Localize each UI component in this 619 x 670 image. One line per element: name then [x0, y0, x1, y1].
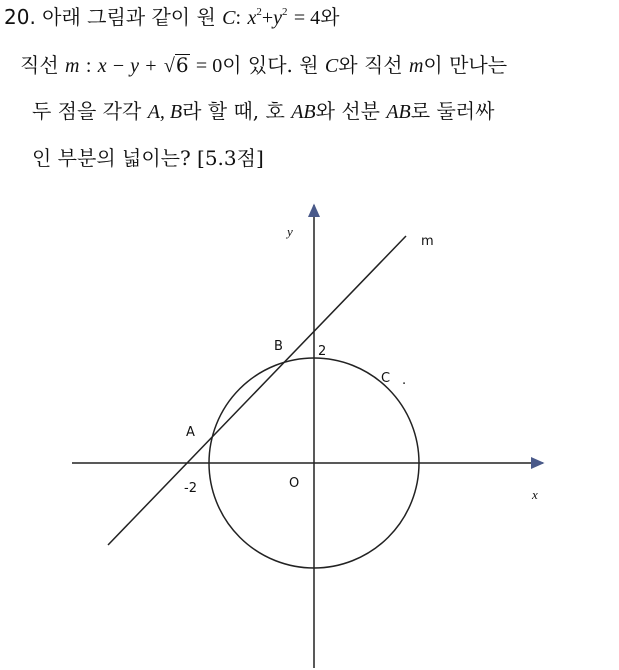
origin-label: O	[289, 476, 300, 491]
line2-text-c: 와 직선	[338, 53, 403, 77]
label-two: 2	[318, 344, 327, 359]
line1-text: 아래 그림과 같이 원	[42, 5, 216, 29]
x-axis-label: x	[532, 487, 538, 502]
sqrt-sign: √	[163, 55, 175, 77]
line-m	[108, 236, 406, 545]
circle-name: C	[324, 55, 339, 77]
plus-sign: +	[261, 7, 274, 29]
points-ab: A, B	[147, 101, 183, 123]
colon: :	[235, 7, 242, 29]
label-neg-two: -2	[184, 481, 197, 496]
point-a-label: A	[186, 425, 195, 440]
wa-text: 와	[320, 5, 340, 29]
line-m-label: m	[421, 234, 434, 249]
line3-text-c: 와 선분	[315, 99, 380, 123]
exponent: 2	[256, 6, 262, 18]
circle-c-label: C	[381, 371, 391, 386]
line2-text-b: 이 있다. 원	[222, 53, 319, 77]
colon: :	[85, 55, 92, 77]
line3-text-d: 로 둘러싸	[410, 99, 495, 123]
line-expression: x − y +	[97, 55, 158, 77]
var-y: y	[273, 7, 282, 29]
equals-four: = 4	[293, 7, 321, 29]
y-axis-label: y	[287, 224, 293, 239]
line3-text: 두 점을 각각	[32, 99, 142, 123]
arc-ab: AB	[291, 101, 316, 123]
segment-ab: AB	[386, 101, 411, 123]
equals-zero: = 0	[195, 55, 223, 77]
line-name: m	[65, 55, 80, 77]
exponent: 2	[282, 6, 288, 18]
line2-text-d: 이 만나는	[423, 53, 508, 77]
question-number: 20.	[4, 5, 36, 29]
point-b-label: B	[274, 339, 283, 354]
line2-text: 직선	[20, 53, 59, 77]
line4-text: 인 부분의 넓이는? [5.3점]	[32, 146, 264, 170]
stray-dot: .	[402, 373, 407, 388]
circle-name: C	[222, 7, 236, 29]
var-x: x	[247, 7, 257, 29]
sqrt-radicand: 6	[175, 53, 189, 77]
line3-text-b: 라 할 때, 호	[182, 99, 285, 123]
line-name: m	[408, 55, 424, 77]
